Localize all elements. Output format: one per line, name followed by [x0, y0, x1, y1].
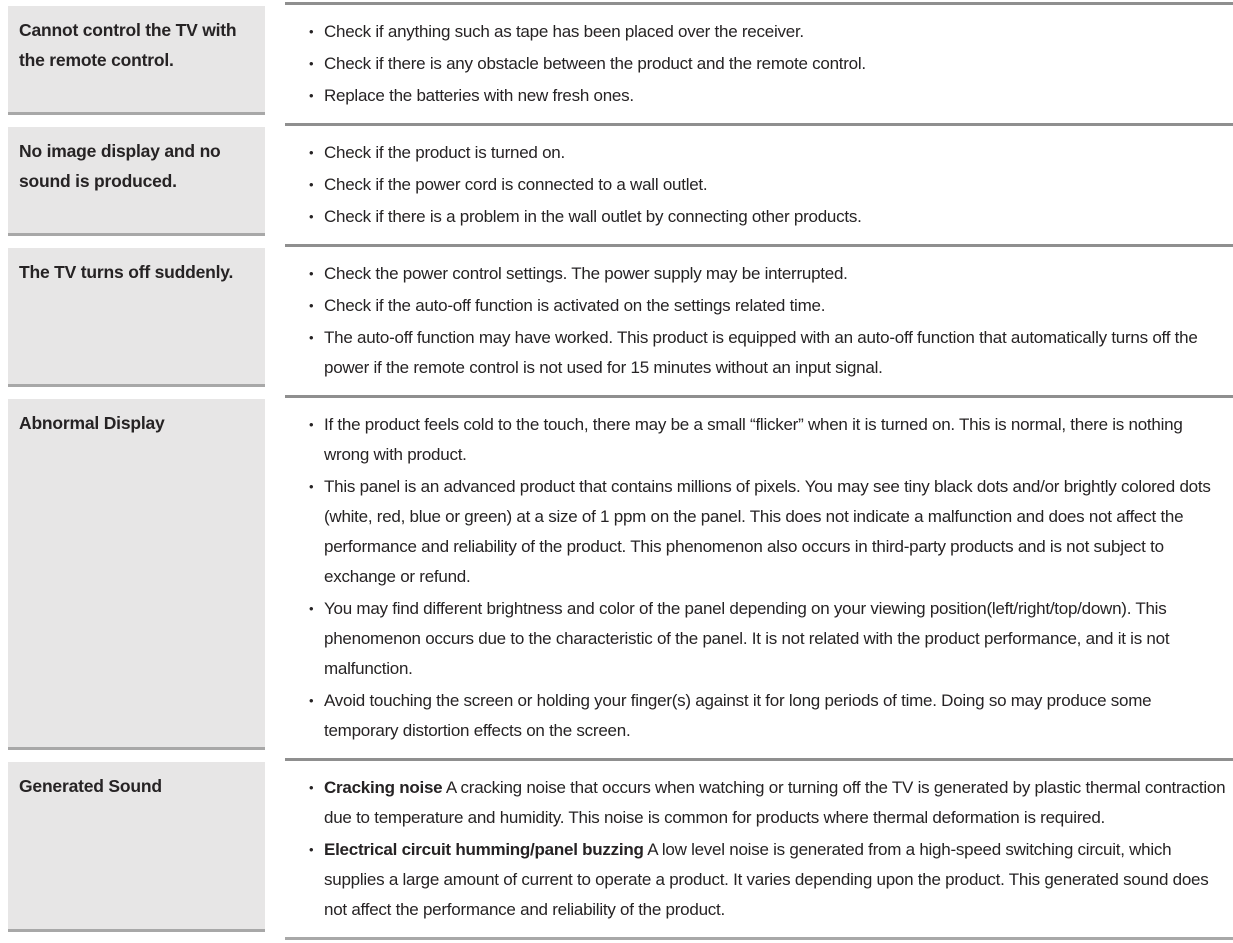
solution-item-text: The auto-off function may have worked. This product is equipped with an auto-off function that automatically turns off the power if the remote control is not used for 15 minutes without an input signal. [324, 328, 1198, 377]
solution-item-text: Check if anything such as tape has been placed over the receiver. [324, 22, 804, 41]
solutions-list [285, 404, 1229, 754]
problem-label: No image display and no sound is produced. [19, 141, 221, 191]
solutions-cell [285, 395, 1233, 758]
bullet-icon: • [309, 479, 314, 494]
bullet-icon: • [309, 298, 314, 313]
problem-label: Abnormal Display [19, 413, 165, 433]
table-row [8, 123, 1233, 244]
troubleshooting-table [8, 2, 1233, 940]
solution-item-text: This panel is an advanced product that contains millions of pixels. You may see tiny black dots and/or brightly colored dots (white, red, blue or green) at a size of 1 ppm on the panel. This does not indicate a malfunction and does not affect the performance and reliability of the product. This phenomenon also occurs in third-party products and is not subject to exchange or refund. [324, 477, 1211, 586]
table-row [8, 758, 1233, 940]
solution-item [309, 773, 1229, 833]
solution-item [309, 81, 1229, 111]
bullet-icon: • [309, 266, 314, 281]
solution-item [309, 170, 1229, 200]
solutions-cell [285, 244, 1233, 395]
solution-item-text: Check if the power cord is connected to a wall outlet. [324, 175, 708, 194]
table-row [8, 395, 1233, 758]
solution-item-lead: Electrical circuit humming/panel buzzing [324, 840, 644, 859]
problem-label: Generated Sound [19, 776, 162, 796]
solution-item [309, 410, 1229, 470]
solution-item [309, 594, 1229, 684]
solution-item-text: Check if there is a problem in the wall outlet by connecting other products. [324, 207, 862, 226]
bullet-icon: • [309, 330, 314, 345]
problem-cell [8, 248, 265, 387]
solution-item-text: Check the power control settings. The power supply may be interrupted. [324, 264, 848, 283]
bullet-icon: • [309, 145, 314, 160]
bullet-icon: • [309, 24, 314, 39]
solutions-cell [285, 758, 1233, 940]
solution-item [309, 323, 1229, 383]
bullet-icon: • [309, 88, 314, 103]
solution-item-text: Avoid touching the screen or holding your finger(s) against it for long periods of time. Doing so may produce some temporary distortion effects on the screen. [324, 691, 1152, 740]
solution-item-text: Check if the auto-off function is activated on the settings related time. [324, 296, 826, 315]
problem-label: The TV turns off suddenly. [19, 262, 234, 282]
solutions-list [285, 767, 1229, 933]
problem-label: Cannot control the TV with the remote control. [19, 20, 237, 70]
solution-item [309, 259, 1229, 289]
bullet-icon: • [309, 842, 314, 857]
problem-cell [8, 399, 265, 750]
bullet-icon: • [309, 56, 314, 71]
solutions-list [285, 253, 1229, 391]
solution-item [309, 138, 1229, 168]
solutions-cell [285, 2, 1233, 123]
solution-item-text: Check if there is any obstacle between the product and the remote control. [324, 54, 866, 73]
table-row [8, 2, 1233, 123]
solution-item-text: If the product feels cold to the touch, there may be a small “flicker” when it is turned on. This is normal, there is nothing wrong with product. [324, 415, 1183, 464]
problem-cell [8, 6, 265, 115]
bullet-icon: • [309, 601, 314, 616]
solution-item-text: Check if the product is turned on. [324, 143, 565, 162]
solution-item-text: A cracking noise that occurs when watching or turning off the TV is generated by plastic thermal contraction due to temperature and humidity. This noise is common for products where thermal deformation is required. [324, 778, 1226, 827]
problem-cell [8, 127, 265, 236]
solution-item [309, 291, 1229, 321]
solution-item-text: Replace the batteries with new fresh ones. [324, 86, 634, 105]
bullet-icon: • [309, 417, 314, 432]
bullet-icon: • [309, 209, 314, 224]
solution-item [309, 835, 1229, 925]
solution-item-text: A low level noise is generated from a high-speed switching circuit, which supplies a large amount of current to operate a product. It varies depending upon the product. This generated sound does not affect the performance and reliability of the product. [324, 840, 1209, 919]
bullet-icon: • [309, 780, 314, 795]
solution-item [309, 17, 1229, 47]
bullet-icon: • [309, 693, 314, 708]
solutions-cell [285, 123, 1233, 244]
solution-item [309, 202, 1229, 232]
table-row [8, 244, 1233, 395]
solutions-list [285, 132, 1229, 240]
solution-item [309, 472, 1229, 592]
bullet-icon: • [309, 177, 314, 192]
solution-item-text: You may find different brightness and color of the panel depending on your viewing position(left/right/top/down). This phenomenon occurs due to the characteristic of the panel. It is not related with the product performance, and it is not malfunction. [324, 599, 1170, 678]
solution-item [309, 49, 1229, 79]
problem-cell [8, 762, 265, 932]
solution-item-lead: Cracking noise [324, 778, 443, 797]
solution-item [309, 686, 1229, 746]
solutions-list [285, 11, 1229, 119]
